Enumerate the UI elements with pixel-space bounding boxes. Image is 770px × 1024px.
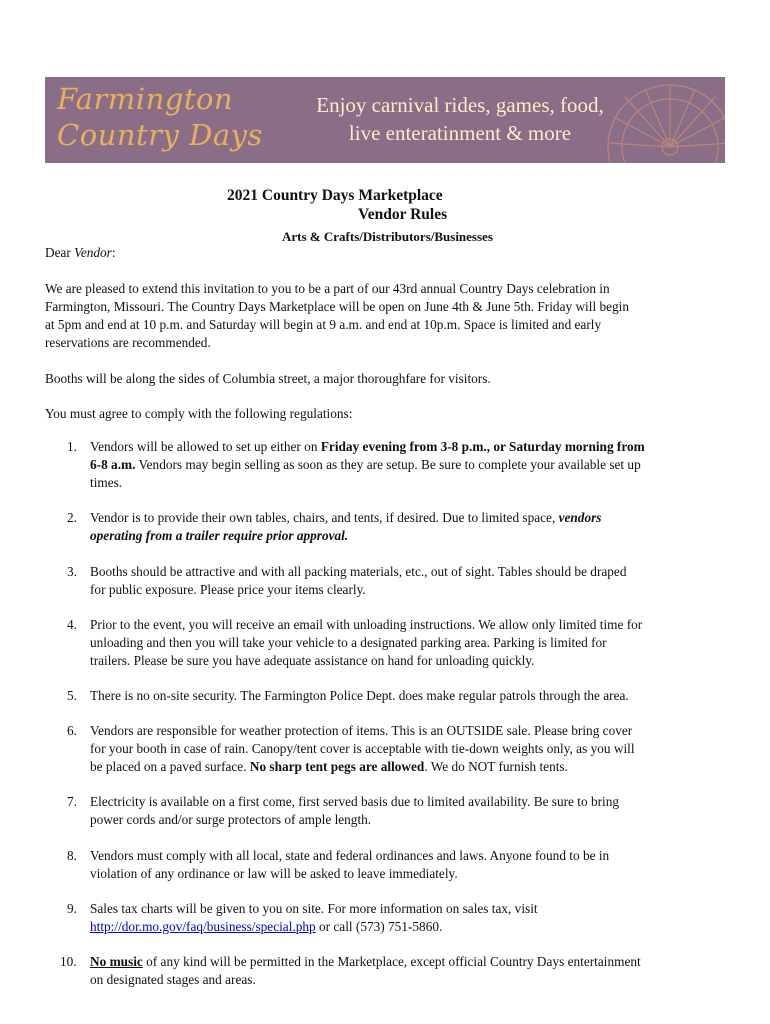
intro-line: We are pleased to extend this invitation to you to be a part of our 43rd annual Country Days celebration in (45, 281, 610, 296)
rule-number: 5. (67, 688, 77, 703)
rule-text: . We do NOT furnish tents. (424, 759, 568, 774)
rule-text: violation of any ordinance or law will be asked to leave immediately. (90, 866, 458, 881)
rule-text: Booths should be attractive and with all packing materials, etc., out of sight. Tables should be draped (90, 564, 627, 579)
rule-bold-text: vendors (558, 510, 602, 525)
rule-text: for your booth in case of rain. Canopy/tent cover is acceptable with tie-down weights only, as you will (90, 741, 635, 756)
rule-bold-text: No sharp tent pegs are allowed (249, 759, 425, 774)
document-subtitle: Vendor Rules (358, 206, 448, 223)
rules-list (45, 438, 730, 989)
rule-text: unloading and then you will take your vehicle to a designated parking area. Parking is limited for (90, 635, 607, 650)
rule-item (45, 900, 730, 936)
rule-item (45, 722, 730, 776)
rule-text: for public exposure. Please price your items clearly. (90, 582, 366, 597)
rule-number: 4. (67, 617, 77, 632)
rule-number: 8. (67, 848, 77, 863)
rule-item (45, 616, 730, 670)
rule-text: Electricity is available on a first come, first served basis due to limited availability. Be sure to bring (90, 794, 620, 809)
rule-number: 1. (67, 439, 77, 454)
rule-bold-text: Friday evening from 3-8 p.m., or Saturday morning from (320, 439, 645, 454)
rule-text: on designated stages and areas. (90, 972, 256, 987)
rule-item (45, 563, 730, 599)
rule-number: 7. (67, 794, 77, 809)
rule-number: 3. (67, 564, 77, 579)
rule-text: There is no on-site security. The Farmington Police Dept. does make regular patrols through the area. (90, 688, 629, 703)
rule-text: Vendors must comply with all local, state and federal ordinances and laws. Anyone found to be in (90, 848, 610, 863)
intro-line: at 5pm and end at 10 p.m. and Saturday will begin at 9 a.m. and end at 10p.m. Space is limited and early (45, 317, 602, 332)
comply-paragraph: You must agree to comply with the following regulations: (45, 406, 353, 421)
header-banner (45, 77, 725, 163)
tagline-line-2: live enteratinment & more (348, 121, 572, 145)
rule-item (45, 953, 730, 989)
tagline-line-1: Enjoy carnival rides, games, food, (316, 93, 604, 117)
greeting-name: Vendor (74, 245, 112, 260)
intro-line: reservations are recommended. (45, 335, 211, 350)
rule-text: times. (90, 475, 123, 490)
rule-item (45, 793, 730, 829)
rule-text: Vendors may begin selling as soon as they are setup. Be sure to complete your available set up (135, 457, 641, 472)
sales-tax-link[interactable]: http://dor.mo.gov/faq/business/special.php (90, 919, 316, 934)
rule-item (45, 687, 730, 705)
rule-text: Vendor is to provide their own tables, chairs, and tents, if desired. Due to limited space, (90, 510, 559, 525)
document-title: 2021 Country Days Marketplace (227, 187, 443, 204)
greeting-prefix: Dear (45, 245, 75, 260)
rule-number: 9. (67, 901, 77, 916)
rule-bold-text: operating from a trailer require prior approval. (90, 528, 349, 543)
rule-text: Vendors are responsible for weather protection of items. This is an OUTSIDE sale. Please bring cover (90, 723, 633, 738)
rule-bold-text: 6-8 a.m. (90, 457, 136, 472)
intro-paragraph (45, 280, 725, 352)
logo-line-2: Country Days (57, 118, 263, 152)
ferris-wheel-icon (585, 77, 725, 163)
rule-text: of any kind will be permitted in the Marketplace, except official Country Days entertainment (142, 954, 641, 969)
rule-item (45, 438, 730, 492)
rule-text: or call (573) 751-5860. (315, 919, 443, 934)
logo-line-1: Farmington (57, 82, 234, 116)
rule-text: Vendors will be allowed to set up either on (90, 439, 321, 454)
rule-number: 10. (60, 954, 77, 969)
booths-paragraph: Booths will be along the sides of Columbia street, a major thoroughfare for visitors. (45, 371, 491, 386)
rule-text: Sales tax charts will be given to you on site. For more information on sales tax, visit (90, 901, 538, 916)
rule-text: be placed on a paved surface. (90, 759, 250, 774)
rule-number: 6. (67, 723, 77, 738)
document-category: Arts & Crafts/Distributors/Businesses (282, 229, 493, 244)
rule-item (45, 509, 730, 545)
intro-line: Farmington, Missouri. The Country Days Marketplace will be open on June 4th & June 5th. Friday will begin (45, 299, 630, 314)
greeting (45, 244, 116, 262)
rule-text: Prior to the event, you will receive an email with unloading instructions. We allow only limited time for (90, 617, 643, 632)
rule-number: 2. (67, 510, 77, 525)
rule-text: power cords and/or surge protectors of ample length. (90, 812, 372, 827)
rule-item (45, 847, 730, 883)
logo (57, 81, 277, 153)
rule-text: trailers. Please be sure you have adequate assistance on hand for unloading quickly. (90, 653, 535, 668)
rule-bold-text: No music (90, 954, 143, 969)
greeting-suffix: : (111, 245, 116, 260)
